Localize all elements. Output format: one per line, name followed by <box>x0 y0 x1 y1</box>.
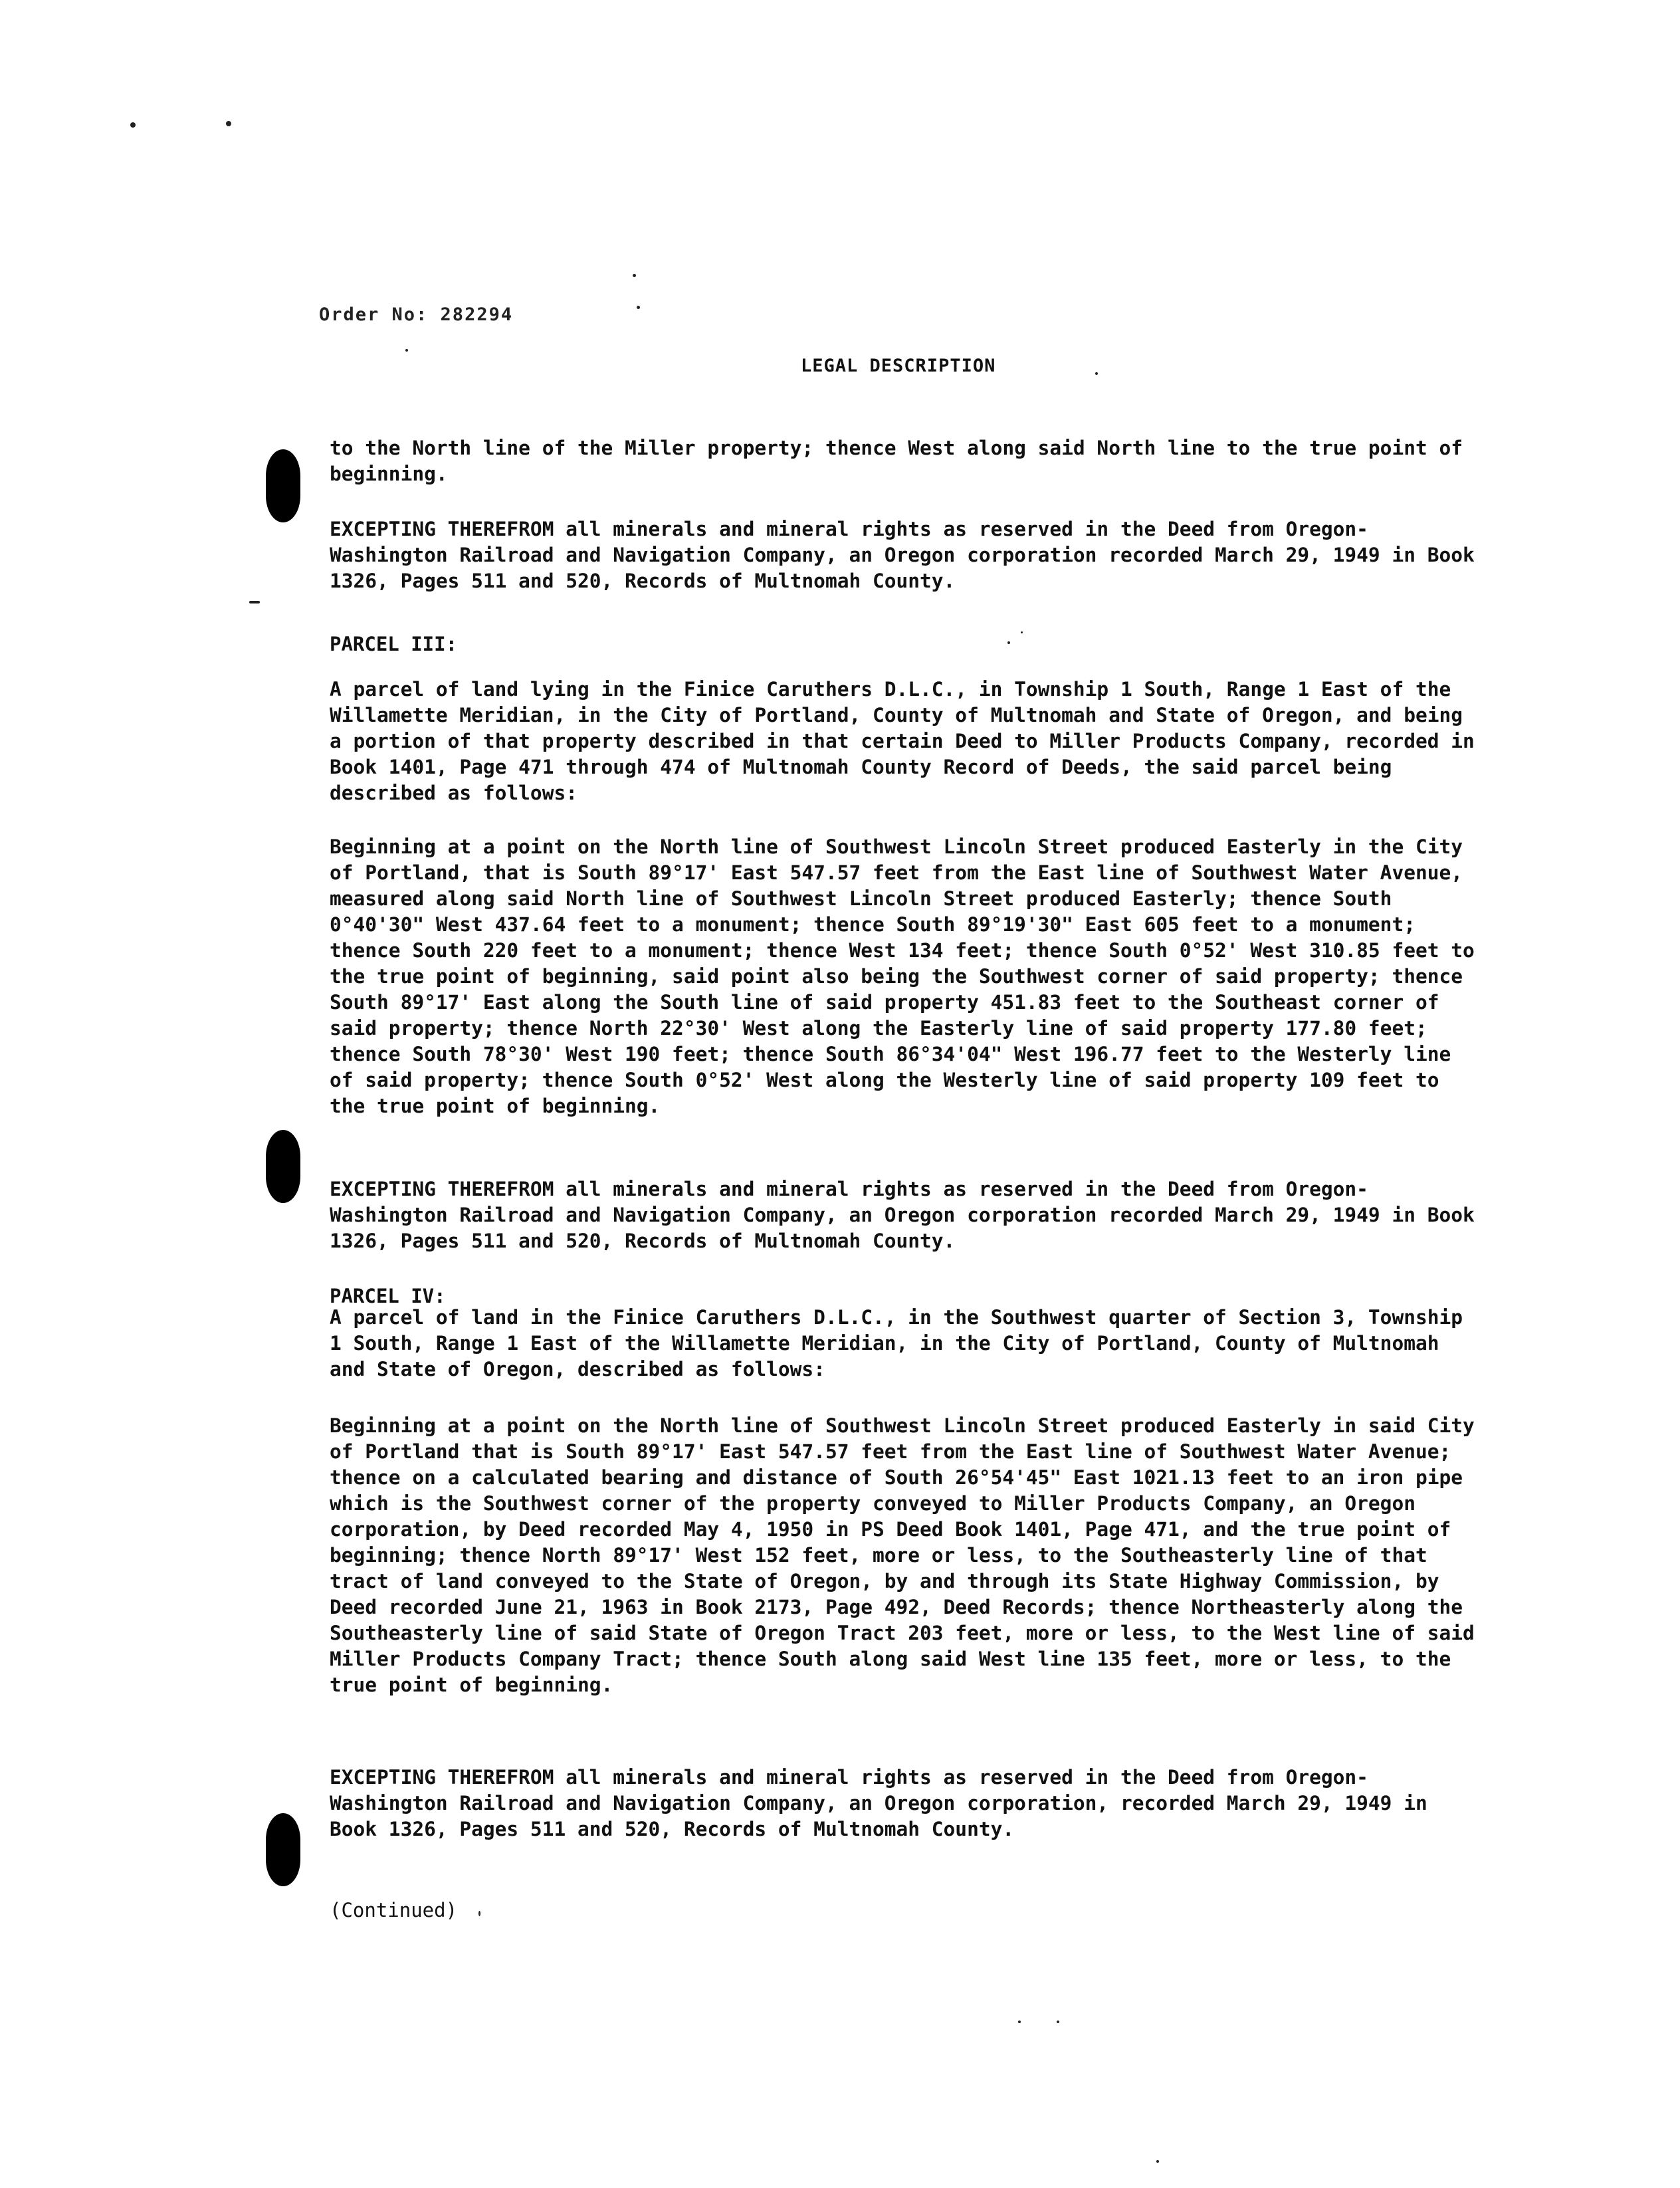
scan-speck <box>405 349 408 352</box>
exception-heading: EXCEPTING THEREFROM <box>330 1766 554 1789</box>
scan-speck <box>1057 2021 1059 2023</box>
exception-clause-1 <box>330 516 1486 594</box>
scan-speck <box>633 274 636 277</box>
parcel-iv-metes-and-bounds: Beginning at a point on the North line of Southwest Lincoln Street produced Easterly in said City of Portland that is South 89°17' East 547.57 feet from the East line of Southwest Water Avenue; thence on a calculated bearing and distance of South 26°54'45" East 1021.13 feet to an iron pipe which is the Southwest corner of the property conveyed to Miller Products Company, an Oregon corporation, by Deed recorded May 4, 1950 in PS Deed Book 1401, Page 471, and the true point of beginning; thence North 89°17' West 152 feet, more or less, to the Southeasterly line of that tract of land conveyed to the State of Oregon, by and through its State Highway Commission, by Deed recorded June 21, 1963 in Book 2173, Page 492, Deed Records; thence Northeasterly along the Southeasterly line of said State of Oregon Tract 203 feet, more or less, to the West line of said Miller Products Company Tract; thence South along said West line 135 feet, more or less, to the true point of beginning. <box>330 1414 1475 1696</box>
exception-text: all minerals and mineral rights as reserved in the Deed from Oregon-Washington Railroad and Navigation Company, an Oregon corporation recorded March 29, 1949 in Book 1326, Pages 511 and 520, Records of Multnomah County. <box>330 1178 1475 1252</box>
scan-speck <box>637 306 640 309</box>
exception-text: all minerals and mineral rights as reserved in the Deed from Oregon-Washington Railroad and Navigation Company, an Oregon corporation, recorded March 29, 1949 in Book 1326, Pages 511 and 520, Records of Multnomah County. <box>330 1766 1427 1840</box>
punch-hole <box>266 449 300 522</box>
punch-hole <box>266 1813 300 1886</box>
punch-hole <box>266 1130 300 1203</box>
exception-text: all minerals and mineral rights as reserved in the Deed from Oregon-Washington Railroad and Navigation Company, an Oregon corporation recorded March 29, 1949 in Book 1326, Pages 511 and 520, Records of Multnomah County. <box>330 518 1475 592</box>
scan-speck <box>478 1911 480 1916</box>
parcel-iv-label: PARCEL IV: <box>330 1285 446 1307</box>
scan-speck <box>249 601 260 603</box>
exception-heading: EXCEPTING THEREFROM <box>330 1178 554 1200</box>
parcel-ii-ending: to the North line of the Miller property; thence West along said North line to the true point of beginning. <box>330 437 1463 485</box>
parcel-iii-description: A parcel of land lying in the Finice Caruthers D.L.C., in Township 1 South, Range 1 East of the Willamette Meridian, in the City of Portland, County of Multnomah and State of Oregon, and being a portion of that property described in that certain Deed to Miller Products Company, recorded in Book 1401, Page 471 through 474 of Multnomah County Record of Deeds, the said parcel being described as follows: <box>330 678 1475 804</box>
scan-speck <box>1156 2160 1159 2163</box>
parcel-iii-label: PARCEL III: <box>330 633 458 655</box>
exception-clause-2 <box>330 1176 1486 1254</box>
exception-clause-3 <box>330 1765 1486 1842</box>
scan-speck <box>1021 631 1023 633</box>
continued-note: (Continued) <box>330 1899 458 1921</box>
parcel-iii-metes-and-bounds: Beginning at a point on the North line of Southwest Lincoln Street produced Easterly in the City of Portland, that is South 89°17' East 547.57 feet from the East line of Southwest Water Avenue, measured along said North line of Southwest Lincoln Street produced Easterly; thence South 0°40'30" West 437.64 feet to a monument; thence South 89°19'30" East 605 feet to a monument; thence South 220 feet to a monument; thence West 134 feet; thence South 0°52' West 310.85 feet to the true point of beginning, said point also being the Southwest corner of said property; thence South 89°17' East along the South line of said property 451.83 feet to the Southeast corner of said property; thence North 22°30' West along the Easterly line of said property 177.80 feet; thence South 78°30' West 190 feet; thence South 86°34'04" West 196.77 feet to the Westerly line of said property; thence South 0°52' West along the Westerly line of said property 109 feet to the true point of beginning. <box>330 835 1475 1117</box>
scan-speck <box>1095 372 1098 375</box>
scan-speck <box>226 121 231 126</box>
parcel-iv-description: A parcel of land in the Finice Caruthers D.L.C., in the Southwest quarter of Section 3, Township 1 South, Range 1 East of the Willamette Meridian, in the City of Portland, County of Multnomah and State of Oregon, described as follows: <box>330 1306 1463 1380</box>
exception-heading: EXCEPTING THEREFROM <box>330 518 554 540</box>
scan-speck <box>1018 2021 1021 2023</box>
order-number: Order No: 282294 <box>319 304 514 325</box>
page-title: LEGAL DESCRIPTION <box>801 356 996 376</box>
scan-speck <box>1007 641 1010 644</box>
scan-speck <box>130 122 136 128</box>
